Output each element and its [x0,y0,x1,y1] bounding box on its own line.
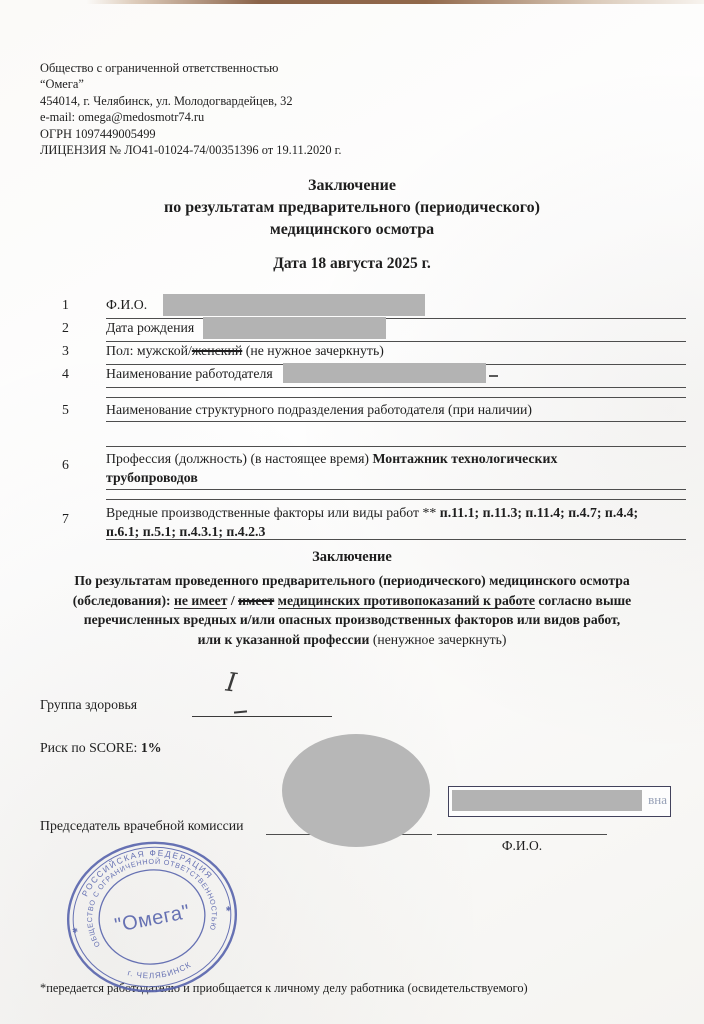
field-label-fio: Ф.И.О. [106,297,148,312]
conclusion-line2-post: согласно выше [538,592,632,608]
handwritten-health-group-value: I [224,667,239,699]
document-title [0,175,704,241]
field-line [106,539,686,540]
fio-caption: Ф.И.О. [501,838,543,853]
title-line1: Заключение [308,177,396,194]
letterhead-license: ЛИЦЕНЗИЯ № ЛО41-01024-74/00351396 от 19.11.2020 г. [40,143,342,158]
redaction-signature-ellipse [282,734,430,847]
stamp-ring-text: ОБЩЕСТВО С ОГРАНИЧЕННОЙ ОТВЕТСТВЕННОСТЬЮ [85,856,219,949]
letterhead-company-name: “Омега” [40,77,84,92]
field-line [106,341,686,342]
score-risk [40,740,162,756]
field-number-1: 1 [62,297,69,312]
title-line3: медицинского осмотра [269,221,435,238]
score-value: 1% [140,740,162,755]
conclusion-heading: Заключение [312,549,392,565]
field-line [106,318,686,319]
title-line2: по результатам предварительного (периодического) [164,199,540,216]
conclusion-paragraph [0,571,704,649]
field-continuation-line [106,397,686,398]
field-hazards [106,504,646,542]
conclusion-line1: По результатам проведенного предварительного (периодического) медицинского осмотра [74,573,630,588]
field-profession [106,450,611,488]
score-label: Риск по SCORE: [40,740,138,755]
field-label-birthdate: Дата рождения [106,320,195,335]
conclusion-line4-normal: (ненужное зачеркнуть) [372,631,507,647]
footnote: *передается работодателю и приобщается к личному делу работника (освидетельствуемого) [40,981,528,995]
stamp-center-text: "Омега" [112,900,192,938]
sex-label-struck: женский [191,343,243,358]
field-number-6: 6 [62,457,69,472]
field-continuation-line [106,499,686,500]
letterhead-line: Общество с ограниченной ответственностью [40,61,279,75]
doctor-name-fragment: вна [648,792,667,807]
letterhead [40,60,341,158]
stamp-star-icon: ✱ [71,927,79,936]
redaction-employer [283,363,486,383]
fio-line [437,834,607,835]
hazards-value: п.11.1; п.11.3; п.11.4; п.4.7; п.4.4; п.6.1; п.5.1; п.4.3.1; п.4.2.3 [106,505,639,539]
conclusion-slash: / [230,592,235,608]
stamp-bottom-text: г. ЧЕЛЯБИНСК [126,959,193,981]
conclusion-line4 [0,630,704,650]
field-number-5: 5 [62,402,69,417]
commission-chair-label: Председатель врачебной комиссии [40,818,244,833]
conclusion-line4-bold: или к указанной профессии [197,631,370,647]
field-number-2: 2 [62,320,69,335]
field-line [106,387,686,388]
conclusion-line2-pre: (обследования): [72,592,171,608]
conclusion-contraindications-underlined: медицинских противопоказаний к работе [277,592,535,608]
letterhead-ogrn: ОГРН 1097449005499 [40,126,156,141]
letterhead-email: e-mail: omega@medosmotr74.ru [40,110,205,125]
field-number-7: 7 [62,511,69,526]
handwritten-dash [234,710,247,713]
photo-top-edge [86,0,704,4]
conclusion-line2 [0,591,704,611]
conclusion-has-struck: имеет [238,592,275,608]
sex-label-pre: Пол: мужской/ [106,343,192,358]
conclusion-line3: перечисленных вредных и/или опасных производственных факторов или видов работ, [83,612,621,628]
field-label-sex [106,343,384,359]
document-date: Дата 18 августа 2025 г. [273,255,431,272]
redaction-doctor-name [452,790,642,811]
redaction-employer-tail [489,375,498,377]
company-round-stamp [48,824,257,1011]
sex-label-post: (не нужное зачеркнуть) [245,343,384,358]
profession-value: Монтажник технологических трубопроводов [106,451,558,485]
field-label-department: Наименование структурного подразделения работодателя (при наличии) [106,402,532,417]
field-number-4: 4 [62,366,69,381]
profession-label: Профессия (должность) (в настоящее время) [106,451,370,466]
stamp-star-icon: ✱ [225,905,233,914]
health-group-label: Группа здоровья [40,697,138,712]
redaction-fio [163,294,425,316]
health-group-line [192,716,332,717]
field-continuation-line [106,446,686,447]
letterhead-address: 454014, г. Челябинск, ул. Молодогвардейцев, 32 [40,93,293,108]
field-label-employer: Наименование работодателя [106,366,273,381]
hazards-label: Вредные производственные факторы или виды работ ** [106,505,437,520]
conclusion-not-has-underlined: не имеет [174,592,228,608]
field-line [106,421,686,422]
field-line [106,489,686,490]
field-number-3: 3 [62,343,69,358]
redaction-birthdate [203,317,386,339]
doctor-name-box [448,786,671,817]
stamp-outer-text: РОССИЙСКАЯ ФЕДЕРАЦИЯ [79,847,216,898]
